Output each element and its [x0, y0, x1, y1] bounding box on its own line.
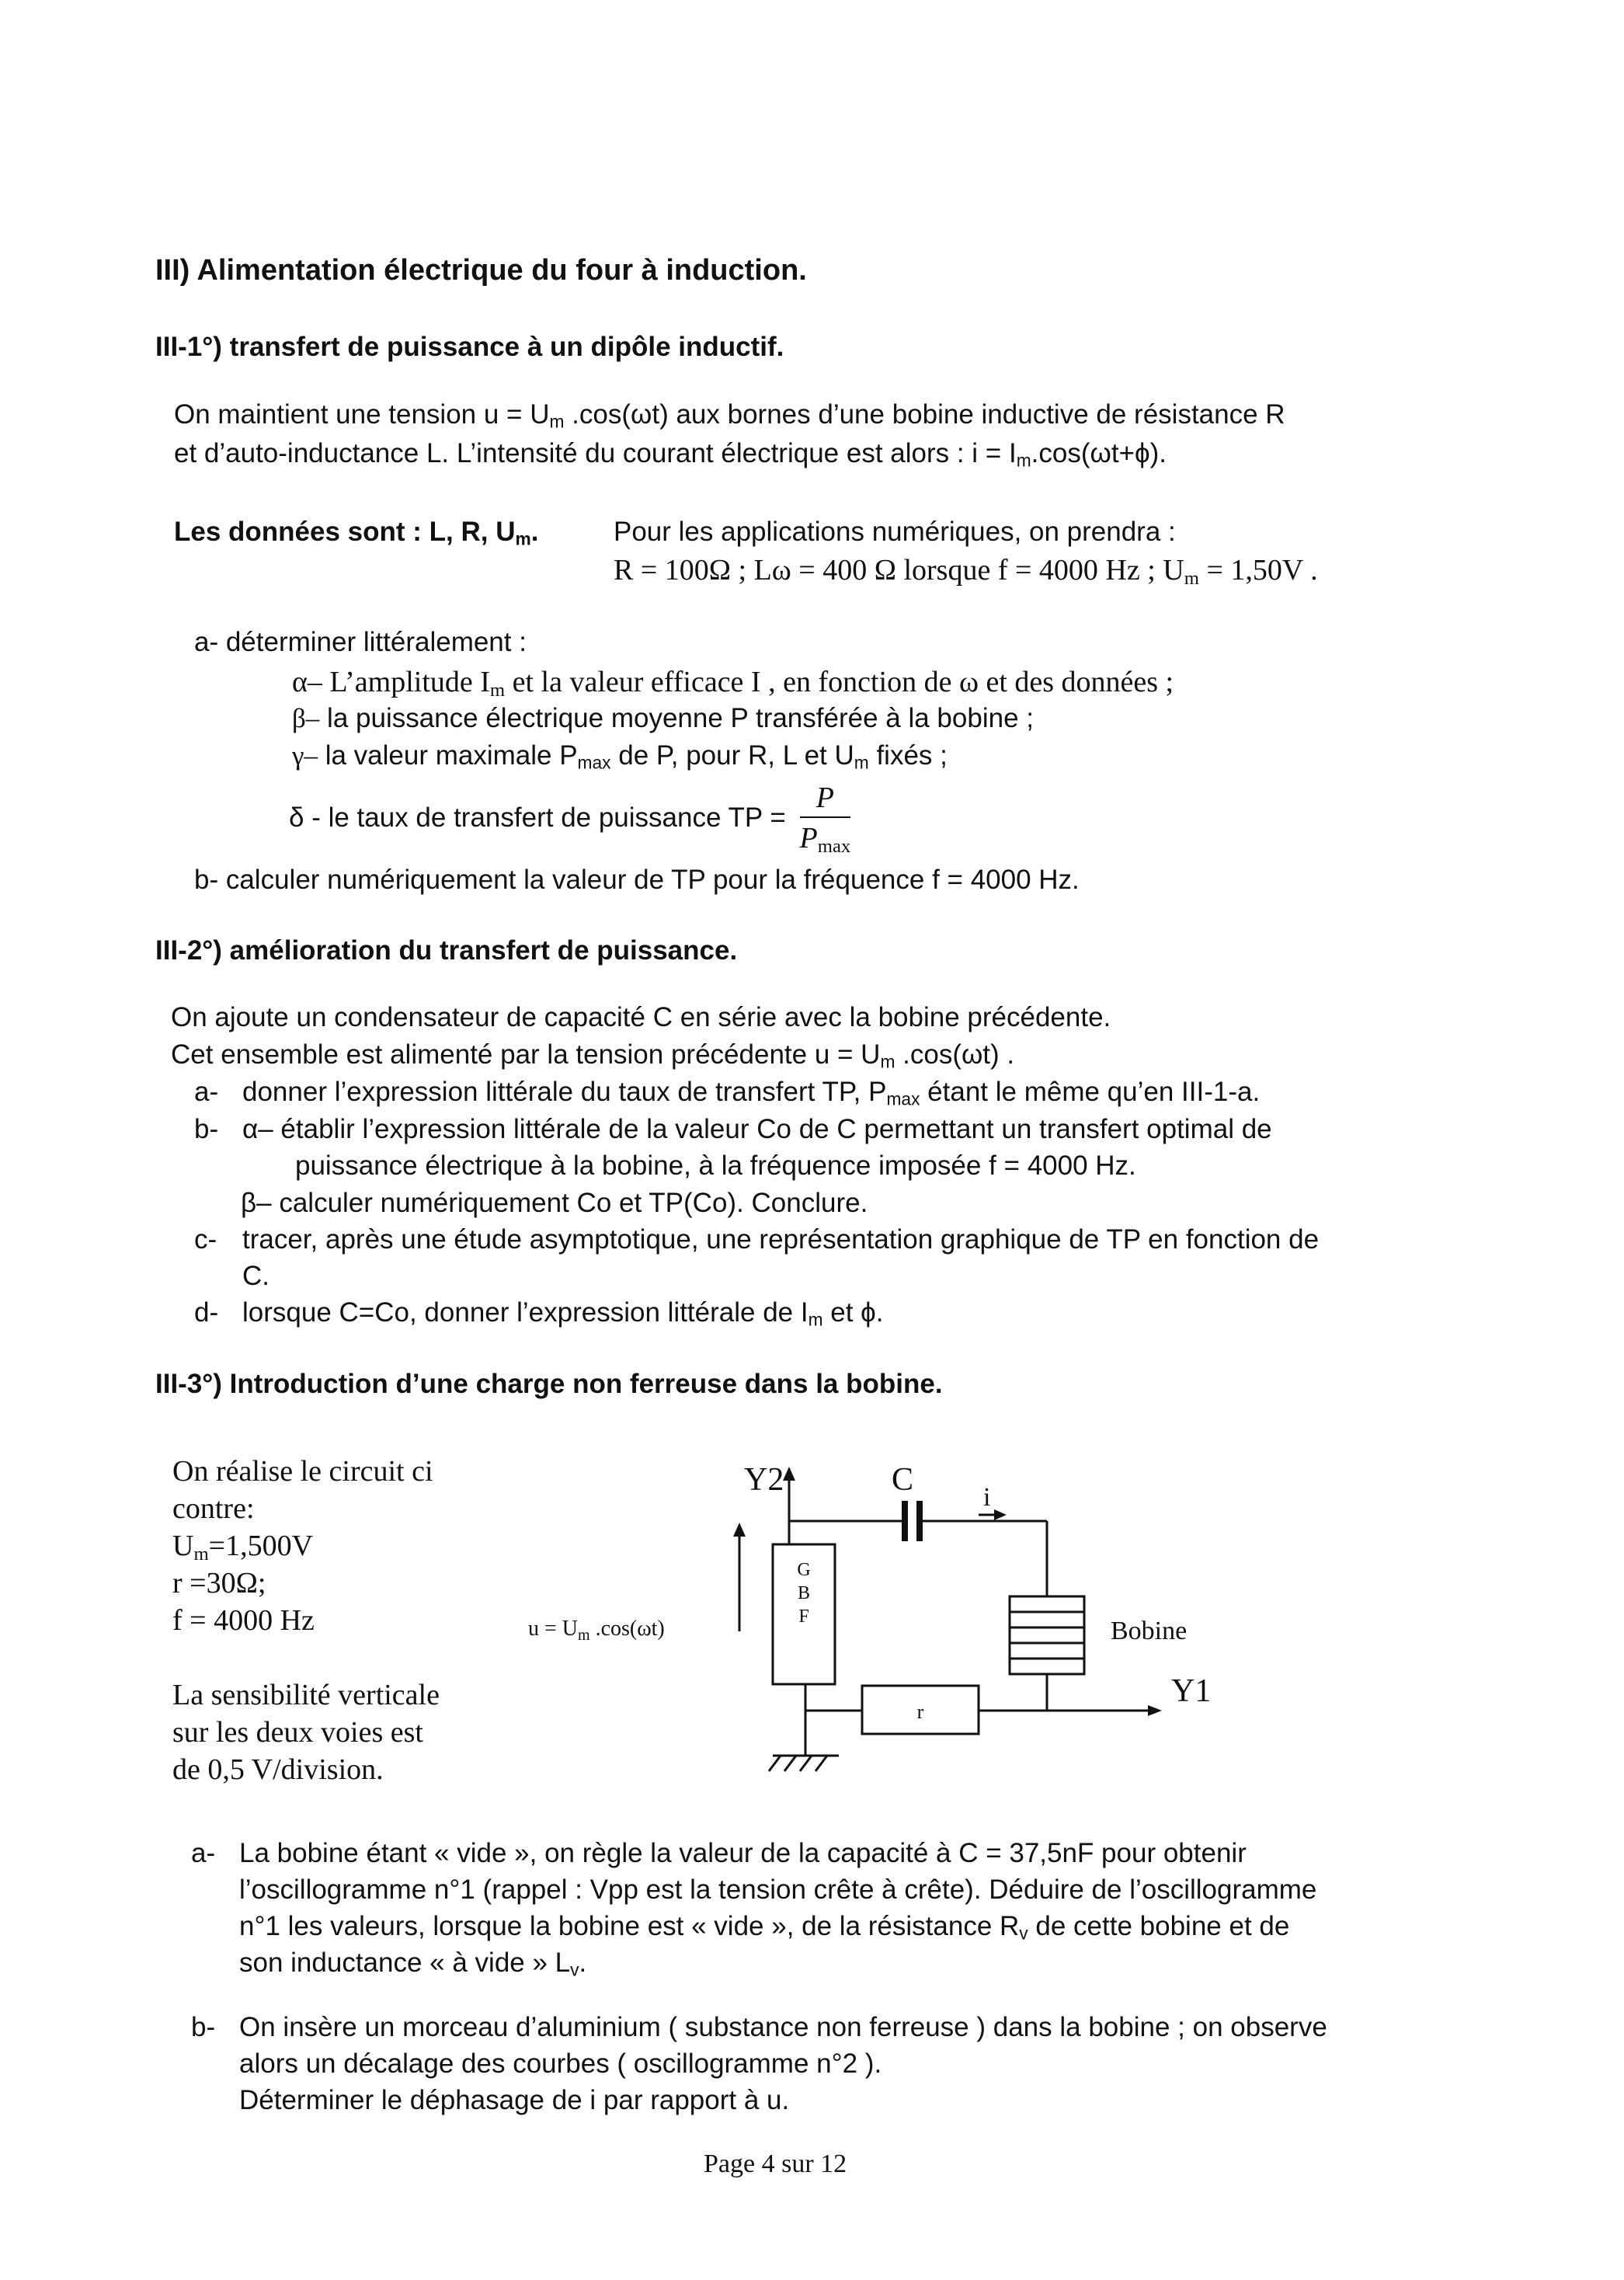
- apps-line-1: Pour les applications numériques, on prendra :: [614, 517, 1176, 547]
- alpha-item: α– L’amplitude $I_m$ et la valeur efficace I , en fonction de ω et des données ;: [292, 666, 1174, 701]
- s2-item-b-alpha-2: puissance électrique à la bobine, à la fréquence imposée f = 4000 Hz.: [295, 1150, 1136, 1181]
- s3-item-a-2: l’oscillogramme n°1 (rappel : Vpp est la tension crête à crête). Déduire de l’oscillogramme: [239, 1874, 1317, 1905]
- tp-fraction: $\frac{P}{P_{max}}$: [799, 781, 851, 858]
- circuit-diagram: [513, 1445, 1243, 1779]
- s3-left-8: de 0,5 V/division.: [172, 1753, 384, 1786]
- s2-item-b-mark: b-: [194, 1114, 219, 1144]
- label-b: B: [797, 1583, 811, 1603]
- label-y1: Y1: [1171, 1673, 1212, 1709]
- label-c: C: [892, 1462, 914, 1498]
- apps-line-2: R = 100Ω ; Lω = 400 Ω lorsque f = 4000 Hz ; $U_m = 1,50V$ .: [614, 554, 1318, 590]
- s3-item-a-mark: a-: [191, 1838, 216, 1868]
- label-f: F: [798, 1606, 809, 1627]
- y2-arrowhead: [783, 1467, 795, 1481]
- label-r: r: [916, 1700, 924, 1723]
- s3-item-a-1: La bobine étant « vide », on règle la valeur de la capacité à C = 37,5nF pour obtenir: [239, 1838, 1247, 1868]
- s3-item-a-3: n°1 les valeurs, lorsque la bobine est « vide », de la résistance $R_v$ de cette bobine et de: [239, 1911, 1290, 1944]
- s3-item-b-mark: b-: [191, 2012, 216, 2042]
- heading-iii-1: III-1°) transfert de puissance à un dipôle inductif.: [155, 332, 784, 362]
- voltage-arrowhead: [733, 1523, 746, 1537]
- label-bobine: Bobine: [1111, 1617, 1188, 1645]
- s2-item-d: lorsque C=Co, donner l’expression littérale de $I_m$ et ϕ.: [242, 1297, 884, 1330]
- gamma-mark: γ–: [292, 740, 318, 771]
- data-label: Les données sont : L, R, $U_m$.: [174, 517, 539, 549]
- s2-item-c-1: tracer, après une étude asymptotique, une représentation graphique de TP en fonction de: [242, 1224, 1320, 1255]
- s3-item-b-2: alors un décalage des courbes ( oscillogramme n°2 ).: [239, 2049, 882, 2079]
- label-u: $u = U_m$ .cos(ωt): [528, 1617, 665, 1644]
- question-b: b- calculer numériquement la valeur de TP pour la fréquence f = 4000 Hz.: [194, 865, 1080, 895]
- s2-line-1: On ajoute un condensateur de capacité C en série avec la bobine précédente.: [171, 1002, 1111, 1032]
- s2-item-b-alpha-1: α– établir l’expression littérale de la valeur Co de C permettant un transfert optimal de: [242, 1114, 1272, 1144]
- section-title: III) Alimentation électrique du four à induction.: [155, 254, 807, 287]
- s2-line-2: Cet ensemble est alimenté par la tension précédente $u = U_m$ .cos(ωt) .: [171, 1039, 1015, 1072]
- coil: [1010, 1596, 1084, 1674]
- heading-iii-2: III-2°) amélioration du transfert de puissance.: [155, 935, 738, 966]
- s2-item-c-mark: c-: [194, 1224, 217, 1255]
- heading-iii-3: III-3°) Introduction d’une charge non ferreuse dans la bobine.: [155, 1369, 943, 1399]
- s3-item-b-3: Déterminer le déphasage de i par rapport à u.: [239, 2085, 790, 2115]
- page-number: Page 4 sur 12: [704, 2149, 847, 2178]
- alpha-mark: α–: [292, 666, 322, 698]
- label-i: i: [983, 1483, 991, 1512]
- question-a: a- déterminer littéralement :: [194, 627, 527, 657]
- s3-left-4: r =30Ω;: [172, 1567, 266, 1599]
- s2-item-a: donner l’expression littérale du taux de transfert TP, $P_{max}$ étant le même qu’en III-1-a.: [242, 1077, 1261, 1109]
- label-g: G: [797, 1560, 811, 1580]
- s3-left-5: f = 4000 Hz: [172, 1604, 315, 1637]
- s2-item-d-mark: d-: [194, 1297, 219, 1328]
- gamma-item: γ– la valeur maximale $P_{max}$ de P, pour R, L et $U_m$ fixés ;: [292, 740, 948, 773]
- beta-mark: β–: [292, 703, 320, 733]
- label-y2: Y2: [744, 1462, 784, 1498]
- s3-left-6: La sensibilité verticale: [172, 1679, 440, 1711]
- s2-item-c-2: C.: [242, 1261, 270, 1291]
- intro-line-1: On maintient une tension $u = U_m$ .cos(ωt) aux bornes d’une bobine inductive de résistance R: [174, 399, 1285, 432]
- delta-item: δ - le taux de transfert de puissance TP = $\frac{P}{P_{max}}$: [289, 781, 851, 858]
- s3-left-3: $U_m=1,500V$: [172, 1530, 314, 1565]
- s3-left-1: On réalise le circuit ci: [172, 1455, 433, 1488]
- intro-line-2: et d’auto-inductance L. L’intensité du courant électrique est alors : $i = I_m.\cos(\omega t+\phi)$.: [174, 438, 1167, 471]
- s2-item-b-beta: β– calculer numériquement Co et TP(Co). Conclure.: [241, 1188, 868, 1218]
- s2-item-a-mark: a-: [194, 1077, 219, 1107]
- s3-left-7: sur les deux voies est: [172, 1716, 423, 1749]
- beta-item: β– la puissance électrique moyenne P transférée à la bobine ;: [292, 703, 1034, 733]
- s3-item-b-1: On insère un morceau d’aluminium ( substance non ferreuse ) dans la bobine ; on observe: [239, 2012, 1327, 2042]
- s3-item-a-4: son inductance « à vide » $L_v$.: [239, 1948, 587, 1980]
- y1-arrowhead: [1148, 1705, 1162, 1716]
- s3-left-2: contre:: [172, 1492, 255, 1525]
- current-arrowhead: [994, 1509, 1007, 1520]
